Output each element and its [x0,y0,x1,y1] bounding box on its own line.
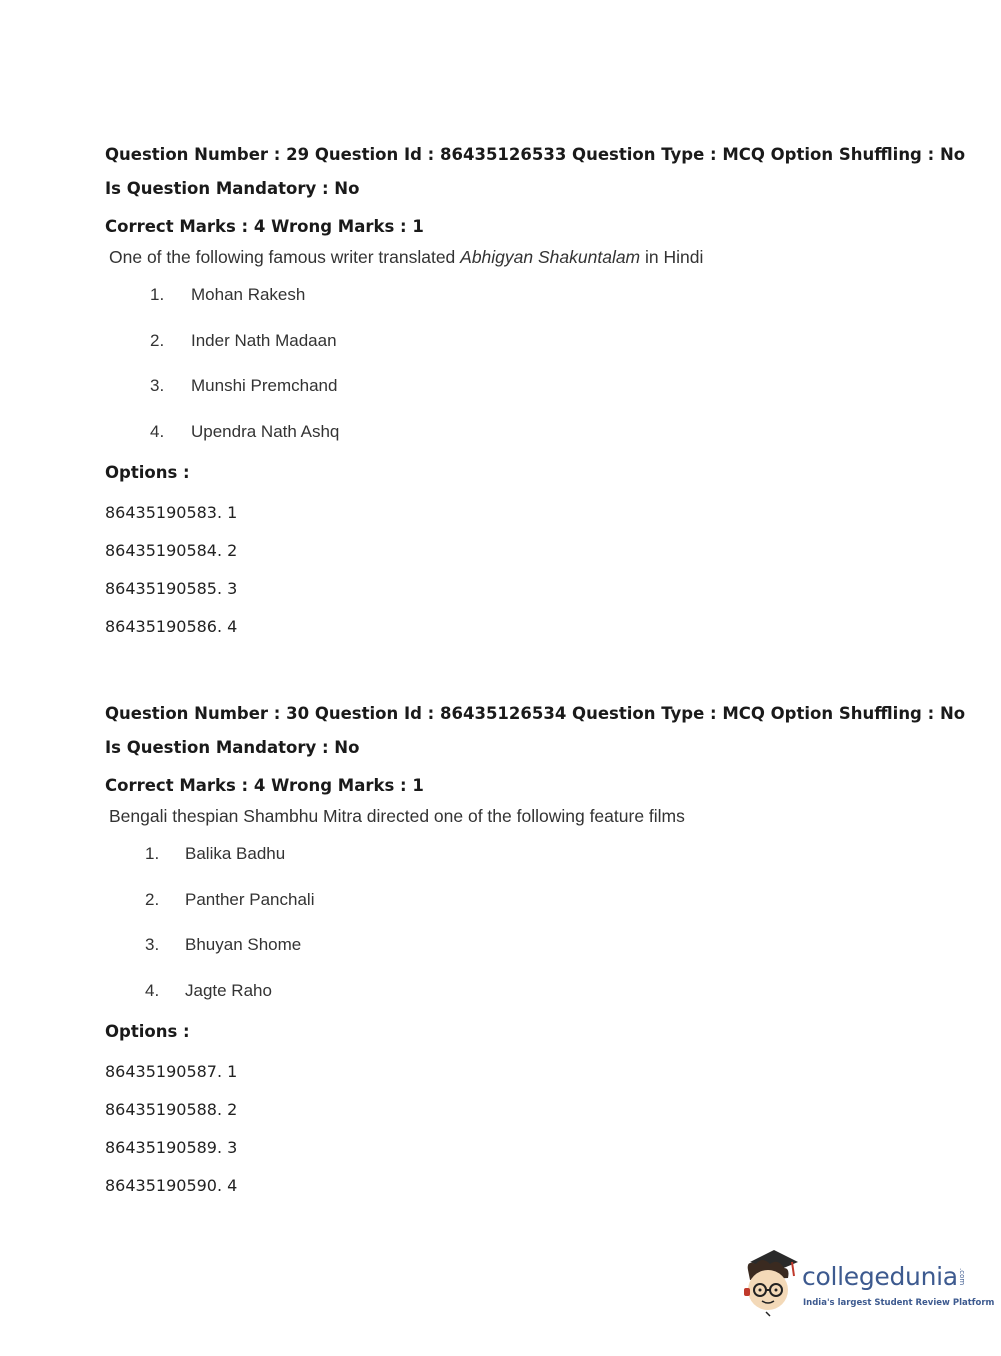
choice-number: 4. [150,421,165,441]
choice-list [105,282,925,464]
option-id: 86435190588. 2 [105,1100,238,1119]
question-marks: Correct Marks : 4 Wrong Marks : 1 [105,217,424,236]
question-meta: Question Number : 30 Question Id : 86435126534 Question Type : MCQ Option Shuffling : No [105,704,966,723]
option-id: 86435190585. 3 [105,579,238,598]
options-heading: Options : [105,463,190,482]
question-stem [109,803,925,829]
choice-item [105,419,925,465]
stem-italic-title: Abhigyan Shakuntalam [460,247,641,267]
stem-text-end: in Hindi [640,247,704,267]
choice-item [105,932,925,978]
choice-number: 2. [145,889,160,909]
logo-wordmark: collegedunia [802,1262,958,1291]
question-marks: Correct Marks : 4 Wrong Marks : 1 [105,776,424,795]
choice-text: Jagte Raho [185,980,272,1000]
options-list [105,1053,925,1205]
question-block [105,697,966,1205]
choice-item [105,373,925,419]
choice-number: 3. [150,376,165,395]
option-id: 86435190589. 3 [105,1138,238,1157]
option-id: 86435190586. 4 [105,617,238,636]
choice-text: Balika Badhu [185,844,286,863]
option-id: 86435190587. 1 [105,1062,238,1081]
choice-text: Munshi Premchand [191,376,338,395]
choice-item [105,841,925,887]
choice-text: Upendra Nath Ashq [191,421,340,441]
choice-number: 3. [145,935,160,954]
question-mandatory: Is Question Mandatory : No [105,179,360,198]
choice-number: 1. [150,285,165,304]
question-meta: Question Number : 29 Question Id : 86435126533 Question Type : MCQ Option Shuffling : No [105,145,966,164]
choice-item [105,978,925,1024]
question-mandatory: Is Question Mandatory : No [105,738,360,757]
student-mascot-icon [740,1248,802,1318]
logo-com-suffix: .com [958,1268,966,1286]
choice-number: 4. [145,980,160,1000]
choice-text: Mohan Rakesh [191,285,306,304]
option-id: 86435190590. 4 [105,1176,238,1195]
question-block [105,138,966,646]
stem-text: One of the following famous writer translated [109,247,461,267]
choice-text: Inder Nath Madaan [191,330,337,350]
question-stem [109,244,925,270]
options-heading: Options : [105,1022,190,1041]
choice-item [105,887,925,933]
choice-number: 1. [145,844,160,863]
choice-list [105,841,925,1023]
options-list [105,494,925,646]
choice-item [105,282,925,328]
logo-tagline: India's largest Student Review Platform [803,1298,995,1308]
stem-text: Bengali thespian Shambhu Mitra directed one of the following feature films [109,806,685,826]
choice-text: Bhuyan Shome [185,935,302,954]
option-id: 86435190584. 2 [105,541,238,560]
choice-text: Panther Panchali [185,889,315,909]
collegedunia-logo [740,1248,995,1320]
option-id: 86435190583. 1 [105,503,238,522]
choice-item [105,328,925,374]
choice-number: 2. [150,330,165,350]
